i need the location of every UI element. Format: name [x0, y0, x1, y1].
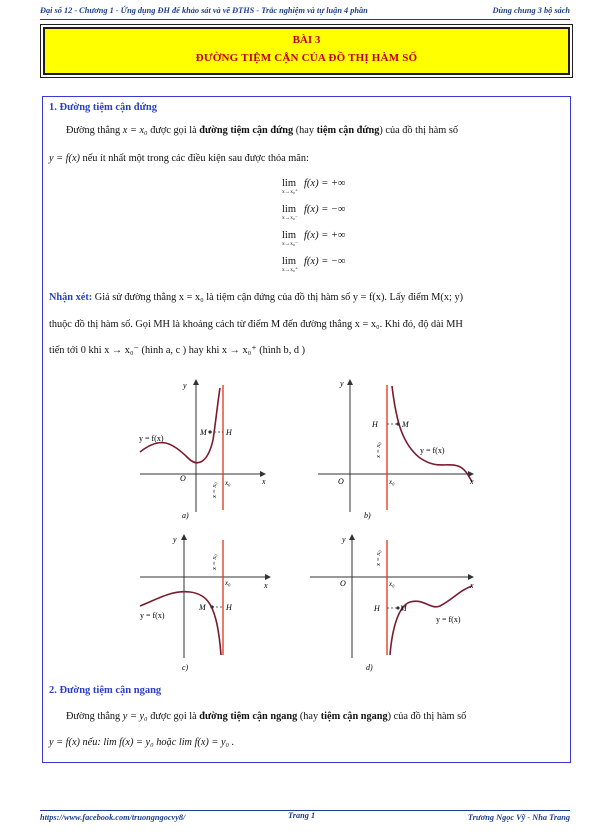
lesson-number: BÀI 3	[292, 34, 321, 46]
svg-text:x: x	[470, 477, 474, 486]
remark-line-1: Nhận xét: Giả sử đường thẳng x = x₀ là tiệm cận đứng của đồ thị hàm số y = f(x). Lấy điểm M(x; y)	[49, 292, 464, 303]
svg-text:y = f(x): y = f(x)	[420, 446, 445, 455]
svg-text:x₀: x₀	[389, 580, 395, 588]
svg-text:y: y	[342, 535, 346, 544]
svg-text:H: H	[374, 604, 380, 613]
svg-text:a): a)	[182, 511, 189, 520]
svg-text:x₀: x₀	[225, 479, 231, 487]
figure-b	[318, 379, 474, 520]
definition2-line-2: y = f(x) nếu: lim f(x) = y₀ hoặc lim f(x) = y₀ .	[49, 737, 235, 748]
svg-text:M: M	[199, 603, 206, 612]
svg-text:M: M	[400, 604, 407, 613]
svg-text:x: x	[470, 581, 474, 590]
limit-condition-1: lim x→x₀⁺ f(x) = +∞	[282, 178, 346, 195]
svg-text:H: H	[226, 428, 232, 437]
remark-line-3: tiến tới 0 khi x → x₀⁻ (hình a, c ) hay khi x → x₀⁺ (hình b, d )	[49, 345, 305, 356]
svg-text:c): c)	[182, 663, 189, 672]
lesson-title: ĐƯỜNG TIỆM CẬN CỦA ĐỒ THỊ HÀM SỐ	[195, 52, 418, 64]
section-heading-vertical-asymptote: 1. Đường tiệm cận đứng	[49, 102, 157, 113]
svg-text:y = f(x): y = f(x)	[140, 611, 165, 620]
definition2-line-1: Đường thẳng y = y₀ được gọi là đường tiệm cận ngang (hay tiệm cận ngang) của đồ thị hàm số	[66, 711, 467, 722]
svg-text:x = x₀: x = x₀	[211, 554, 218, 570]
svg-text:d): d)	[366, 663, 373, 672]
remark-line-2: thuộc đồ thị hàm số. Gọi MH là khoảng cách từ điểm M đến đường thẳng x = x₀. Khi đó, độ dài MH	[49, 319, 463, 330]
page-number: Trang 1	[288, 811, 316, 820]
svg-text:x = x₀: x = x₀	[375, 550, 382, 566]
definition-line-1: Đường thẳng x = x₀ được gọi là đường tiệm cận đứng (hay tiệm cận đứng) của đồ thị hàm số	[66, 125, 459, 136]
figure-c	[140, 535, 270, 672]
svg-text:b): b)	[364, 511, 371, 520]
svg-text:y = f(x): y = f(x)	[139, 434, 164, 443]
limit-condition-2: lim x→x₀⁻ f(x) = −∞	[282, 204, 346, 221]
svg-text:x: x	[262, 477, 266, 486]
svg-text:H: H	[372, 420, 378, 429]
footer-author: Trương Ngọc Vỹ - Nha Trang	[467, 813, 570, 822]
figure-a	[139, 380, 266, 520]
svg-text:y: y	[183, 381, 187, 390]
figure-d	[310, 535, 474, 672]
footer-link[interactable]: https://www.facebook.com/truongngocvy8/	[40, 813, 186, 822]
svg-text:O: O	[180, 474, 186, 483]
svg-text:O: O	[340, 579, 346, 588]
limit-condition-3: lim x→x₀⁻ f(x) = +∞	[282, 230, 346, 247]
svg-text:O: O	[338, 477, 344, 486]
svg-text:x₀: x₀	[225, 579, 231, 587]
svg-text:M: M	[402, 420, 409, 429]
svg-text:x₀: x₀	[389, 478, 395, 486]
svg-text:y: y	[340, 379, 344, 388]
definition-line-2: y = f(x) nếu ít nhất một trong các điều kiện sau được thỏa mãn:	[49, 153, 309, 164]
section-heading-horizontal-asymptote: 2. Đường tiệm cận ngang	[49, 685, 162, 696]
header-left-text: Đại số 12 - Chương 1 - Ứng dụng ĐH để khảo sát và vẽ ĐTHS - Trắc nghiệm và tự luận 4 phần	[40, 6, 368, 15]
svg-text:y = f(x): y = f(x)	[436, 615, 461, 624]
svg-text:H: H	[226, 603, 232, 612]
svg-text:x = x₀: x = x₀	[375, 442, 382, 458]
limit-condition-4: lim x→x₀⁺ f(x) = −∞	[282, 256, 346, 273]
header-right-text: Dùng chung 3 bộ sách	[492, 6, 570, 15]
svg-text:x: x	[264, 581, 268, 590]
svg-text:M: M	[200, 428, 207, 437]
svg-text:y: y	[173, 535, 177, 544]
svg-text:x = x₀: x = x₀	[211, 482, 218, 498]
